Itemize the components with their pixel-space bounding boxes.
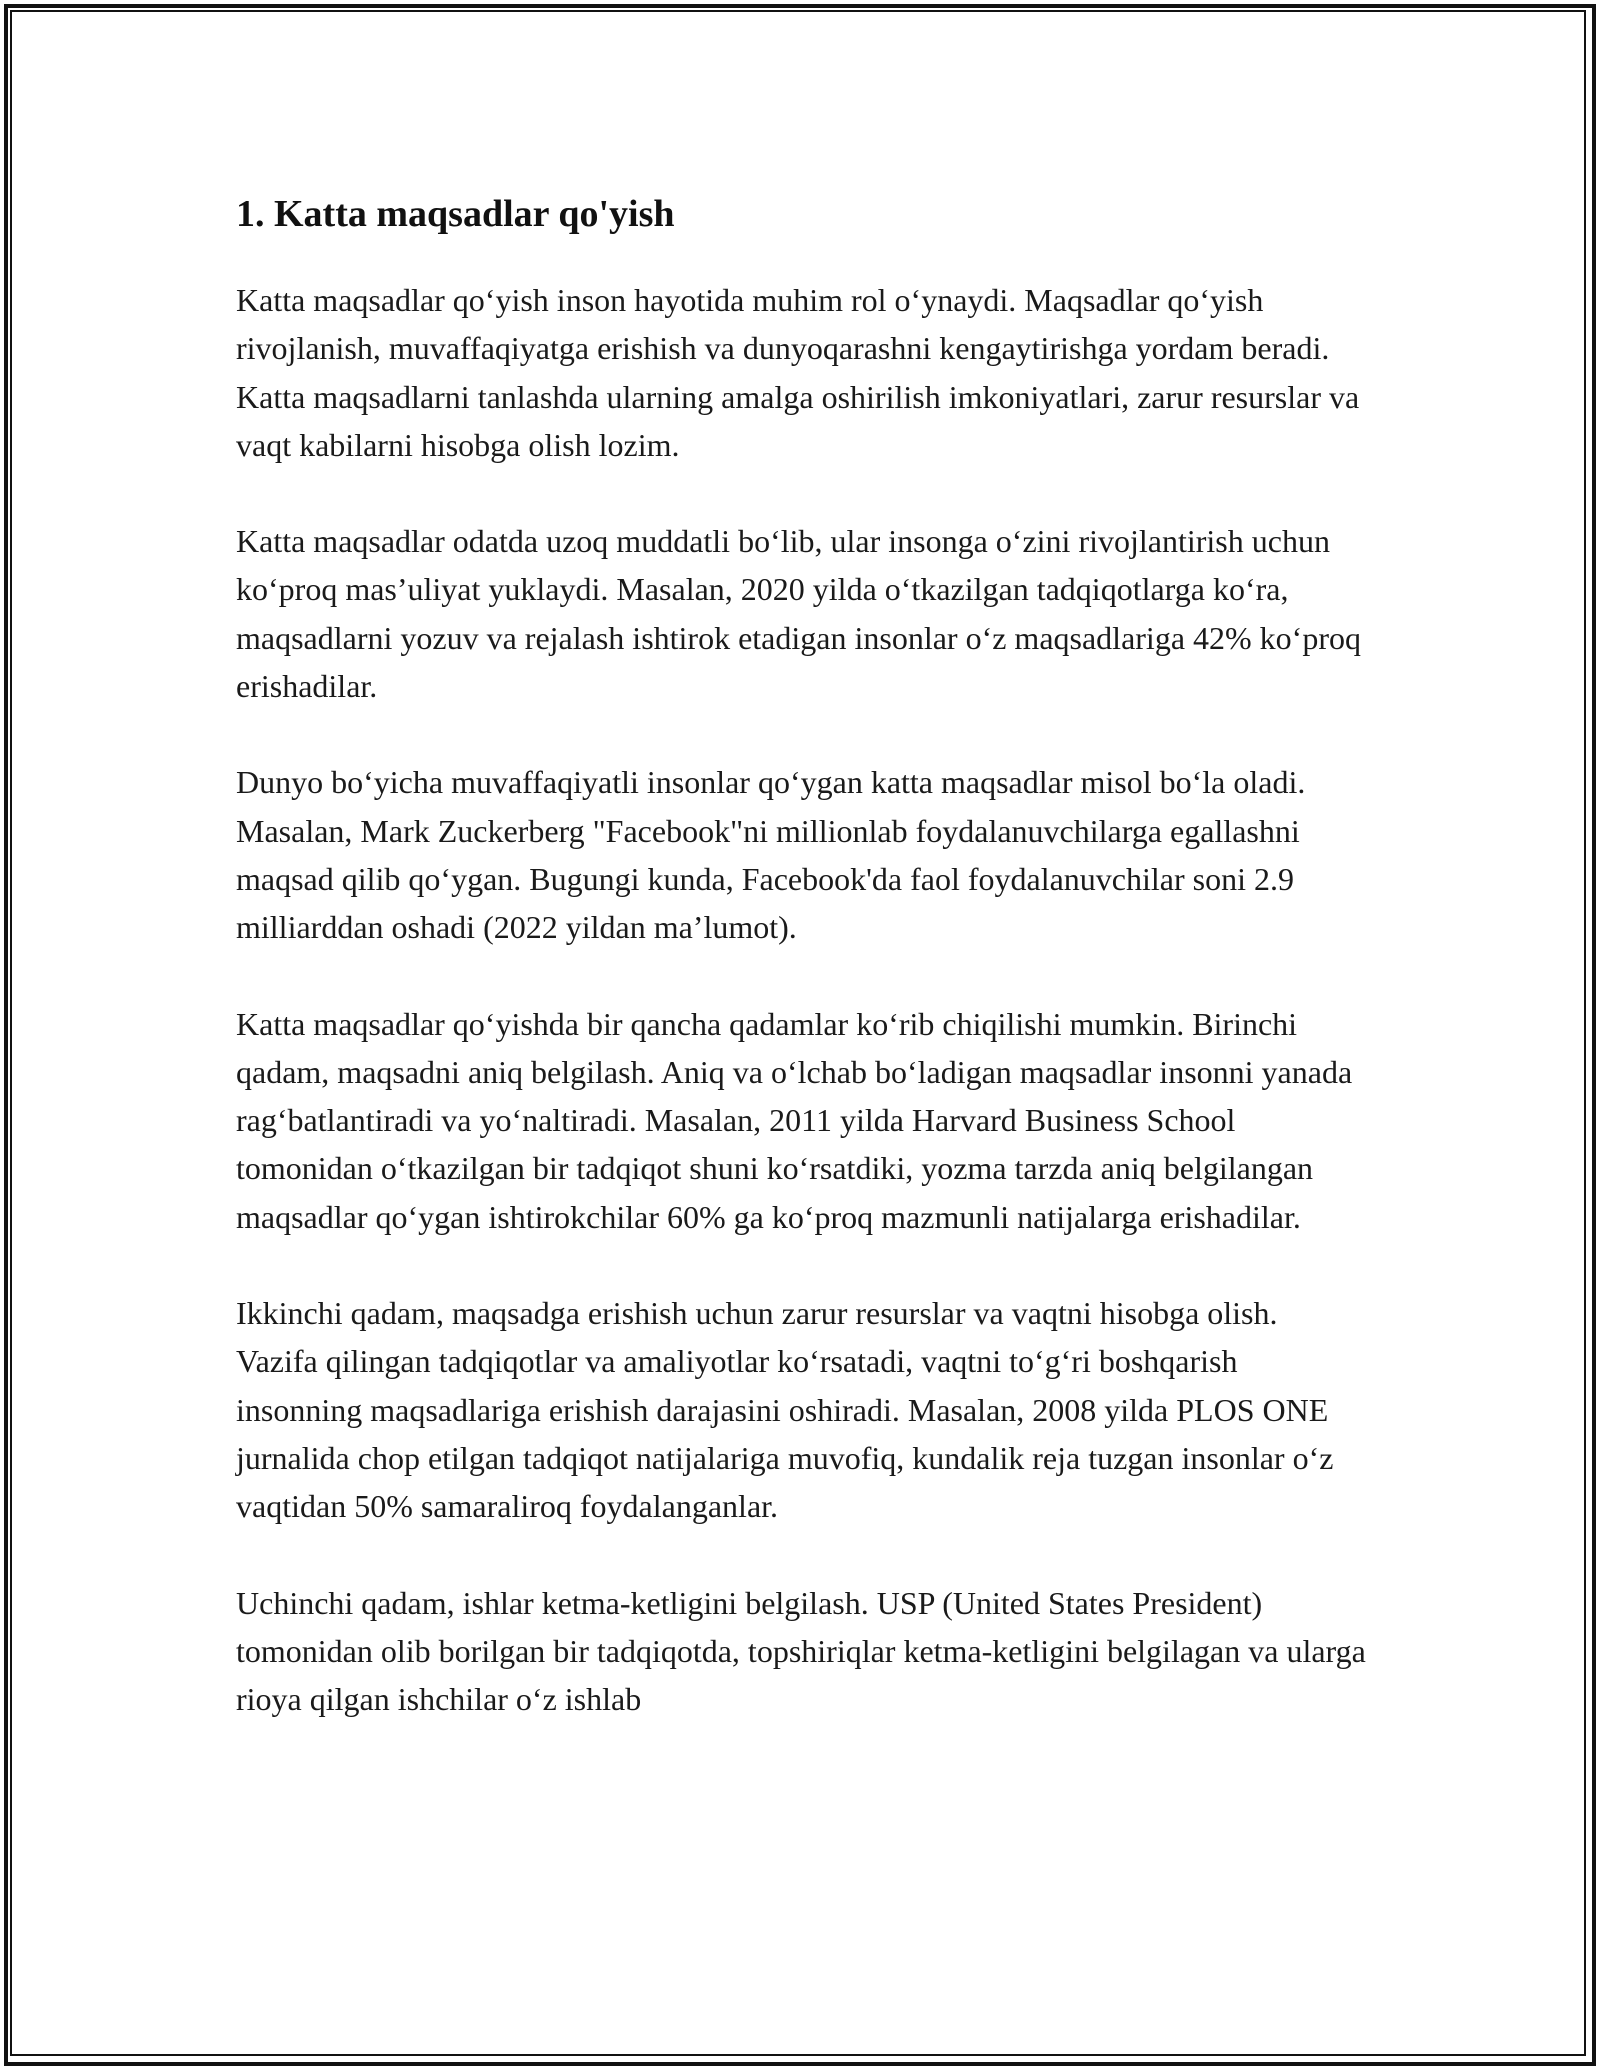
paragraph-6: Uchinchi qadam, ishlar ketma-ketligini belgilash. USP (United States President) tomonidan olib borilgan bir tadqiqotda, topshiriqlar ketma-ketligini belgilagan va ularga rioya qilgan ishchilar o‘z ishlab <box>236 1584 1366 1718</box>
paragraph-3: Dunyo bo‘yicha muvaffaqiyatli insonlar qo‘ygan katta maqsadlar misol bo‘la oladi. Masalan, Mark Zuckerberg "Facebook"ni millionlab foydalanuvchilarga egallashni maqsad qilib qo‘ygan. Bugungi kunda, Facebook'da faol foydalanuvchilar soni 2.9 milliarddan oshadi (2022 yildan ma’lumot). <box>236 764 1306 946</box>
document-body <box>236 184 1366 1771</box>
section-heading: 1. Katta maqsadlar qo'yish <box>236 193 675 235</box>
paragraph-5: Ikkinchi qadam, maqsadga erishish uchun zarur resurslar va vaqtni hisobga olish. Vazifa qilingan tadqiqotlar va amaliyotlar ko‘rsatadi, vaqtni to‘g‘ri boshqarish insonning maqsadlariga erishish darajasini oshiradi. Masalan, 2008 yilda PLOS ONE jurnalida chop etilgan tadqiqot natijalariga muvofiq, kundalik reja tuzgan insonlar o‘z vaqtidan 50% samaraliroq foydalanganlar. <box>236 1295 1334 1525</box>
paragraph-4: Katta maqsadlar qo‘yishda bir qancha qadamlar ko‘rib chiqilishi mumkin. Birinchi qadam, maqsadni aniq belgilash. Aniq va o‘lchab bo‘ladigan maqsadlar insonni yanada rag‘batlantiradi va yo‘naltiradi. Masalan, 2011 yilda Harvard Business School tomonidan o‘tkazilgan bir tadqiqot shuni ko‘rsatdiki, yozma tarzda aniq belgilangan maqsadlar qo‘ygan ishtirokchilar 60% ga ko‘proq mazmunli natijalarga erishadilar. <box>236 1005 1353 1235</box>
paragraph-1: Katta maqsadlar qo‘yish inson hayotida muhim rol o‘ynaydi. Maqsadlar qo‘yish rivojlanish, muvaffaqiyatga erishish va dunyoqarashni kengaytirishga yordam beradi. Katta maqsadlarni tanlashda ularning amalga oshirilish imkoniyatlari, zarur resurslar va vaqt kabilarni hisobga olish lozim. <box>236 282 1360 463</box>
paragraph-2: Katta maqsadlar odatda uzoq muddatli bo‘lib, ular insonga o‘zini rivojlantirish uchun ko‘proq mas’uliyat yuklaydi. Masalan, 2020 yilda o‘tkazilgan tadqiqotlarga ko‘ra, maqsadlarni yozuv va rejalash ishtirok etadigan insonlar o‘z maqsadlariga 42% ko‘proq erishadilar. <box>236 523 1361 705</box>
